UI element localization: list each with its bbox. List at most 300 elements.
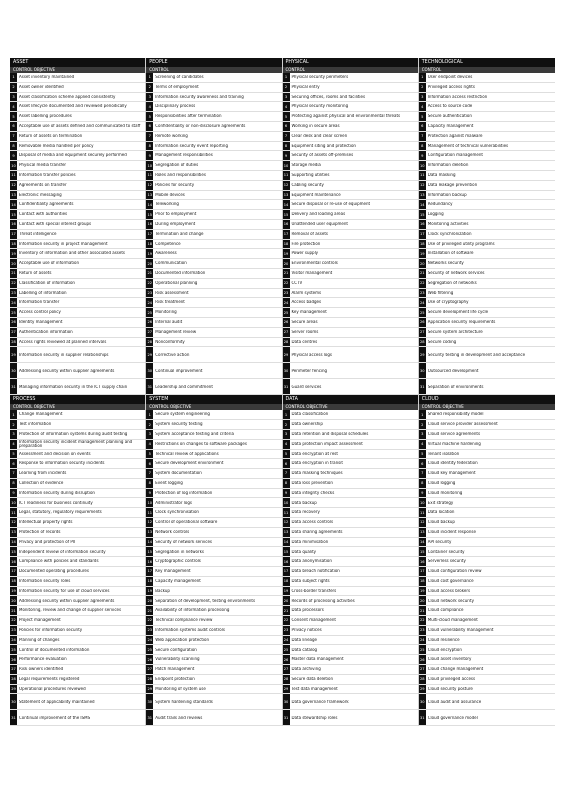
control-text: Data sharing agreements [291,529,343,534]
control-text: Equipment siting and protection [291,143,356,148]
control-number: 7 [146,132,153,141]
control-list [419,73,555,395]
control-text: Project management [19,618,61,623]
control-row [10,210,145,220]
control-number: 31 [283,710,290,725]
control-row [146,547,281,557]
control-row [419,161,555,171]
control-number: 16 [146,220,153,229]
control-text: Statement of applicability maintained [19,699,95,704]
control-text: Information backup [427,192,467,197]
control-text: Secure authentication [427,114,472,119]
panel-subtitle: CONTROL OBJECTIVE [10,67,145,73]
control-row [146,440,281,450]
control-row [146,469,281,479]
control-row [419,587,555,597]
control-text: Access rights reviewed at planned intervals [19,339,107,344]
control-number: 8 [283,142,290,151]
control-number: 21 [283,606,290,615]
control-number: 15 [146,547,153,556]
control-text: Supporting utilities [291,173,330,178]
control-panel [283,58,419,395]
control-number: 25 [419,308,426,317]
control-text: Patch management [155,667,195,672]
control-number: 22 [10,616,17,625]
control-text: Prior to employment [155,212,197,217]
control-number: 1 [146,73,153,82]
control-number: 10 [146,161,153,170]
control-row [283,161,418,171]
control-row [146,479,281,489]
control-text: Data processors [291,608,324,613]
control-row [283,710,418,726]
control-row [146,518,281,528]
control-number: 22 [283,279,290,288]
control-row [146,328,281,338]
control-row [10,249,145,259]
control-row [146,685,281,695]
control-row [283,83,418,93]
control-number: 20 [419,596,426,605]
control-text: Secure configuration [155,647,197,652]
control-number: 30 [419,694,426,709]
control-number: 16 [146,557,153,566]
control-row [283,122,418,132]
control-row [419,538,555,548]
control-number: 7 [419,469,426,478]
control-number: 21 [146,606,153,615]
control-text: Policies for security [155,182,195,187]
control-number: 2 [146,83,153,92]
control-row [419,279,555,289]
control-row [419,269,555,279]
control-number: 29 [146,685,153,694]
control-text: Unattended user equipment [291,222,348,227]
control-text: Logging [427,212,444,217]
control-text: Secure system engineering [155,412,210,417]
control-row [146,308,281,318]
control-number: 5 [283,112,290,121]
control-row [10,606,145,616]
control-text: Roles and responsibilities [155,173,206,178]
control-text: Collection of evidence [19,480,64,485]
control-row [10,410,145,420]
control-text: Storage media [291,163,321,168]
control-text: Data retention and disposal schedules [291,432,369,436]
control-number: 9 [419,151,426,160]
control-text: Information security in project management [19,241,108,246]
control-number: 1 [419,410,426,419]
control-row [419,528,555,538]
control-number: 19 [419,249,426,258]
control-row [10,518,145,528]
control-row [146,259,281,269]
control-number: 12 [419,518,426,527]
control-row [419,132,555,142]
control-number: 11 [146,508,153,517]
control-number: 17 [419,230,426,239]
control-row [146,606,281,616]
control-text: Data recovery [291,510,320,515]
control-row [283,479,418,489]
control-text: Consent management [291,618,336,623]
control-number: 23 [283,626,290,635]
control-text: Separation of environments [427,384,484,389]
control-row [146,450,281,460]
control-text: Technical review of applications [155,451,219,456]
control-text: Confidentiality agreements [19,202,74,207]
control-row [146,220,281,230]
control-row [10,538,145,548]
control-row [283,200,418,210]
control-row [146,626,281,636]
control-text: Asset inventory maintained [19,75,75,80]
control-row [419,694,555,710]
control-number: 14 [419,538,426,547]
control-text: Teleworking [155,202,179,207]
control-number: 14 [419,200,426,209]
control-row [283,279,418,289]
control-number: 27 [419,328,426,337]
control-text: Documented operating procedures [19,569,89,574]
control-text: Management of technical vulnerabilities [427,143,509,148]
control-text: Serverless security [427,559,466,564]
control-number: 20 [10,596,17,605]
control-row [146,73,281,83]
control-row [10,420,145,430]
control-text: Vulnerability scanning [155,657,200,662]
control-number: 27 [10,665,17,674]
control-row [10,230,145,240]
control-number: 9 [10,489,17,498]
control-row [10,328,145,338]
control-row [283,547,418,557]
control-text: Management review [155,329,197,334]
control-number: 21 [419,269,426,278]
control-row [419,93,555,103]
control-text: Legal, statutory, regulatory requirements [19,510,102,515]
control-text: Data subject rights [291,578,330,583]
control-row [10,675,145,685]
control-number: 23 [10,289,17,298]
control-row [283,240,418,250]
control-text: Physical media transfer [19,163,67,168]
control-text: Awareness [155,251,177,256]
control-row [146,269,281,279]
control-number: 28 [283,675,290,684]
control-text: Addressing security within supplier agreements [19,598,115,603]
control-number: 26 [283,318,290,327]
control-number: 9 [419,489,426,498]
control-row [283,269,418,279]
control-text: Protection against malware [427,133,483,138]
control-number: 17 [146,230,153,239]
control-number: 12 [10,181,17,190]
control-row [10,710,145,726]
control-number: 15 [283,210,290,219]
control-row [419,102,555,112]
control-number: 16 [10,557,17,566]
control-number: 28 [146,675,153,684]
control-text: Contact with special interest groups [19,222,92,227]
control-text: Cloud backup [427,520,455,525]
control-row [10,469,145,479]
control-row [10,655,145,665]
control-number: 22 [419,616,426,625]
control-number: 30 [146,363,153,378]
control-row [146,489,281,499]
control-number: 31 [283,379,290,394]
control-row [283,665,418,675]
control-number: 15 [419,210,426,219]
control-panel [419,395,555,726]
control-number: 9 [146,151,153,160]
control-number: 9 [283,151,290,160]
control-matrix-sheet [10,58,555,726]
control-row [146,596,281,606]
control-text: Shared responsibility model [427,412,484,417]
control-row [283,655,418,665]
control-number: 11 [283,508,290,517]
control-text: Communication [155,261,187,266]
control-row [283,606,418,616]
control-row [283,557,418,567]
control-panel [146,395,282,726]
control-text: Delivery and loading areas [291,212,346,217]
control-text: Tenant isolation [427,451,460,456]
control-number: 11 [419,508,426,517]
control-panel [146,58,282,395]
control-text: Security testing in development and acceptance [427,352,526,357]
control-row [283,459,418,469]
control-text: Protecting against physical and environmental threats [291,114,401,119]
control-number: 15 [419,547,426,556]
control-row [146,710,281,726]
control-row [419,181,555,191]
panel-title: SYSTEM [146,395,281,404]
control-row [419,338,555,348]
control-number: 23 [146,626,153,635]
control-number: 22 [146,616,153,625]
control-row [146,616,281,626]
control-number: 6 [10,459,17,468]
control-text: Information security incident management planning and preparation [19,439,133,449]
control-row [283,450,418,460]
control-row [283,685,418,695]
control-number: 29 [10,347,17,362]
control-text: Cloud asset inventory [427,657,472,662]
control-number: 27 [146,665,153,674]
control-text: Exit strategy [427,500,454,505]
control-number: 7 [146,469,153,478]
control-panel [10,395,146,726]
control-row [283,430,418,440]
control-row [10,171,145,181]
control-number: 11 [10,508,17,517]
control-number: 24 [146,636,153,645]
control-number: 16 [10,220,17,229]
control-number: 26 [283,655,290,664]
control-text: Cloud network security [427,598,474,603]
control-text: Acceptable use of assets defined and communicated to staff [19,124,141,129]
control-number: 16 [283,220,290,229]
control-number: 10 [283,161,290,170]
control-number: 26 [10,318,17,327]
control-text: Securing offices, rooms and facilities [291,94,366,99]
control-row [283,363,418,379]
control-number: 3 [146,93,153,102]
control-row [283,259,418,269]
control-row [146,289,281,299]
control-number: 8 [146,142,153,151]
control-number: 31 [10,710,17,725]
control-row [146,498,281,508]
control-text: Secure system architecture [427,329,483,334]
control-number: 25 [419,645,426,654]
control-text: Asset classification scheme applied consistently [19,94,116,99]
control-text: Key management [155,569,191,574]
control-text: Environmental controls [291,261,338,266]
control-row [10,489,145,499]
control-text: System acceptance testing and criteria [155,432,234,436]
control-row [283,181,418,191]
control-number: 11 [10,171,17,180]
control-number: 6 [283,122,290,131]
control-list [10,410,145,726]
control-row [10,298,145,308]
control-text: ICT readiness for business continuity [19,500,93,505]
control-text: Cloud identity federation [427,461,478,466]
control-row [419,710,555,726]
control-number: 18 [10,240,17,249]
control-row [283,318,418,328]
control-text: API security [427,539,452,544]
control-number: 23 [146,289,153,298]
control-text: Physical security monitoring [291,104,349,109]
panel-subtitle: CONTROL OBJECTIVE [10,404,145,410]
control-number: 10 [10,161,17,170]
control-row [146,83,281,93]
control-number: 31 [419,379,426,394]
control-text: Labelling of information [19,290,67,295]
control-text: Data backup [291,500,317,505]
control-row [419,171,555,181]
control-row [10,151,145,161]
control-text: Clock synchronisation [155,510,199,515]
control-text: Network controls [155,529,190,534]
control-text: Cloud vulnerability management [427,627,494,632]
control-number: 4 [10,440,17,449]
control-text: Policies for information security [19,627,83,632]
control-number: 11 [146,171,153,180]
control-text: Intellectual property rights [19,520,73,525]
control-number: 9 [146,489,153,498]
control-number: 28 [419,338,426,347]
control-text: Return of assets [19,271,52,276]
control-row [10,587,145,597]
control-row [419,479,555,489]
control-text: Performance evaluation [19,657,67,662]
control-list [283,73,418,395]
control-number: 1 [10,410,17,419]
control-text: Security of assets off-premises [291,153,354,158]
control-row [419,498,555,508]
control-text: Control of operational software [155,520,218,525]
control-text: Return of assets on termination [19,133,83,138]
control-text: Cloud security posture [427,686,473,691]
control-text: Identity management [19,320,63,325]
control-number: 28 [419,675,426,684]
control-number: 10 [283,498,290,507]
control-row [419,249,555,259]
control-row [283,489,418,499]
control-text: Cloud key management [427,471,476,476]
control-text: Legal requirements registered [19,676,80,681]
control-number: 24 [146,298,153,307]
control-number: 17 [419,567,426,576]
control-number: 17 [283,567,290,576]
control-number: 25 [146,308,153,317]
control-row [10,93,145,103]
control-number: 28 [283,338,290,347]
control-number: 27 [10,328,17,337]
control-text: Backup [155,588,170,593]
control-text: Multi-cloud management [427,618,478,623]
control-text: Management responsibilities [155,153,213,158]
control-number: 8 [10,142,17,151]
control-row [146,132,281,142]
control-row [146,200,281,210]
control-row [283,626,418,636]
control-number: 10 [419,498,426,507]
control-row [419,363,555,379]
control-row [146,665,281,675]
control-row [146,338,281,348]
control-row [419,655,555,665]
control-row [283,379,418,395]
control-number: 31 [146,710,153,725]
control-row [10,347,145,363]
control-row [146,459,281,469]
control-number: 15 [146,210,153,219]
control-number: 17 [10,230,17,239]
panel-title: PHYSICAL [283,58,418,67]
control-row [146,528,281,538]
control-number: 3 [10,430,17,439]
control-number: 3 [146,430,153,439]
control-number: 5 [146,450,153,459]
control-number: 19 [283,587,290,596]
control-text: Data classification [291,412,329,417]
control-row [146,122,281,132]
control-number: 4 [283,102,290,111]
control-row [419,577,555,587]
control-row [419,469,555,479]
control-row [419,151,555,161]
control-row [283,587,418,597]
control-number: 2 [10,420,17,429]
control-text: Security of network services [155,539,213,544]
control-number: 3 [419,430,426,439]
control-row [419,220,555,230]
control-list [146,410,281,726]
control-text: Operational procedures reviewed [19,686,86,691]
control-text: Data breach notification [291,569,340,574]
control-number: 14 [283,200,290,209]
control-text: Cloud monitoring [427,490,463,495]
control-row [146,191,281,201]
control-text: Event logging [155,480,183,485]
